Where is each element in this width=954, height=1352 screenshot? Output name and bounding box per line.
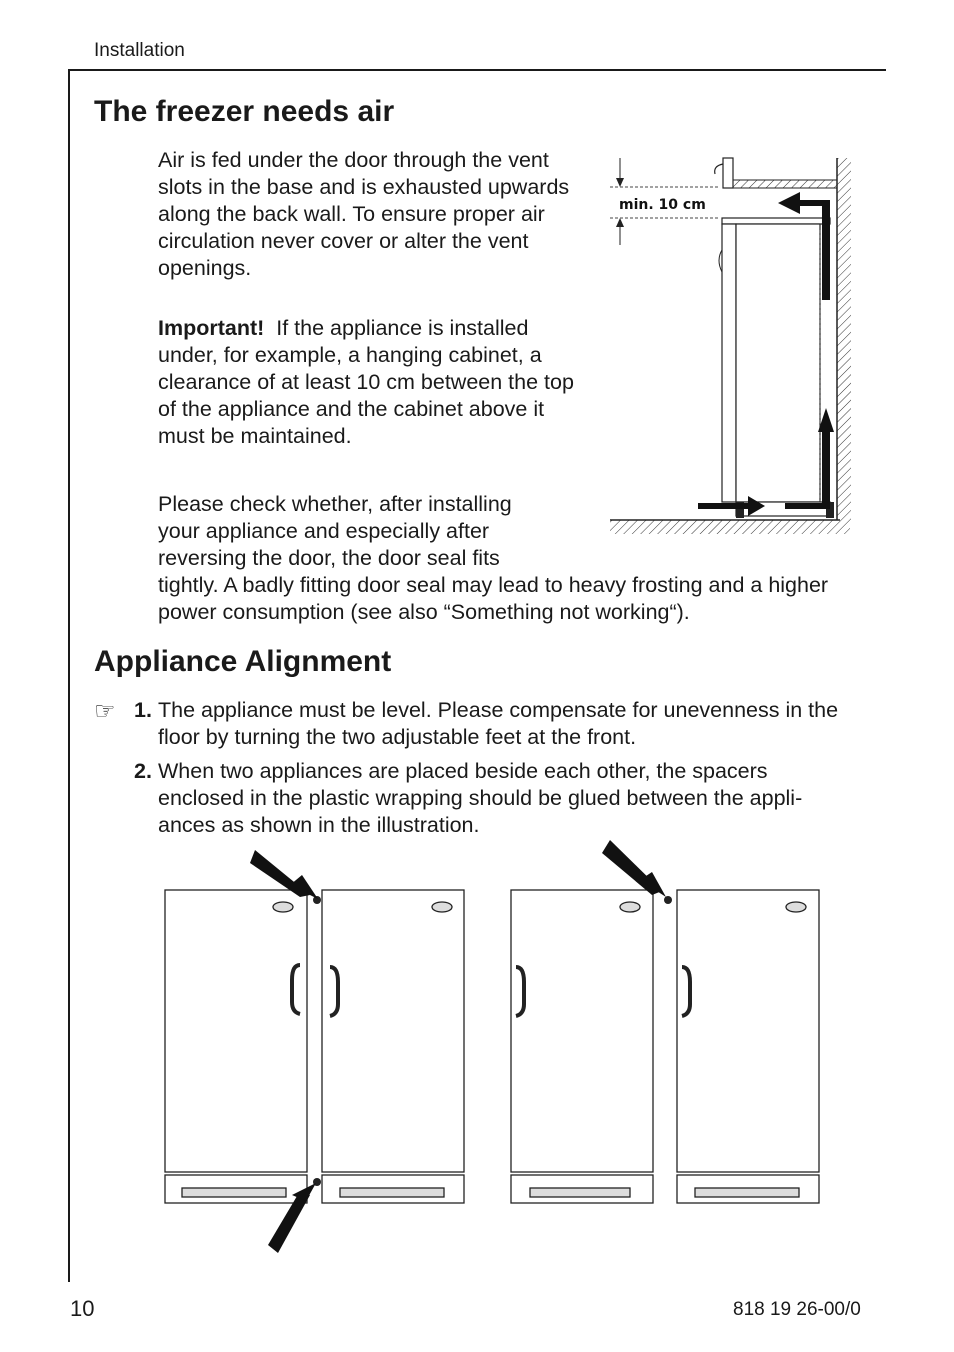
back-wall [837,158,851,520]
spacer [313,896,321,904]
section-title-alignment: Appliance Alignment [94,645,392,678]
airflow-diagram [600,150,860,540]
margin-rule [68,69,70,1282]
appliance-right-1 [322,890,464,1203]
appliance-top [722,218,830,224]
pointing-hand-icon: ☞ [94,698,116,725]
step-text: The appliance must be level. Please compensate for unevenness in the floor by turning the two adjustable feet at the front. [158,698,839,749]
paragraph-air-flow: Air is fed under the door through the vent slots in the base and is exhausted upwards along the back wall. To ensure proper air circulation never cover or alter the vent openings. [158,148,570,280]
section-title-air: The freezer needs air [94,95,395,128]
page-number: 10 [70,1296,95,1321]
spacer [664,896,672,904]
appliance-left-2 [511,890,653,1203]
step-number: 2. [134,759,152,783]
running-header: Installation [94,40,185,61]
appliance-right-2 [677,890,819,1203]
paragraph-important [158,315,578,450]
spacer-illustration [150,835,840,1285]
document-code: 818 19 26-00/0 [733,1299,861,1320]
paragraph-door-seal-end: tightly. A badly fitting door seal may lead to heavy frosting and a higher power consumption (see also “Something not working“). [158,573,829,624]
step-number: 1. [134,698,152,722]
step-text: When two appliances are placed beside each other, the spacers enclosed in the plastic wrapping should be glued between the appli-ances as shown in the illustration. [158,759,803,837]
paragraph-door-seal-start: Please check whether, after installing your appliance and especially after reversing the door, the door seal fits [158,492,512,570]
important-label: Important! [158,316,265,340]
floor [610,520,850,534]
appliance-left-1 [165,890,307,1203]
appliance-door [722,224,736,502]
clearance-label: min. 10 cm [619,197,706,213]
important-text: If the appliance is installed under, for example, a hanging cabinet, a clearance of at least 10 cm between the top of the appliance and the cabinet above it must be maintained. [158,316,574,448]
header-rule [68,69,886,71]
appliance-body [736,224,820,502]
hanging-cabinet [723,180,837,188]
